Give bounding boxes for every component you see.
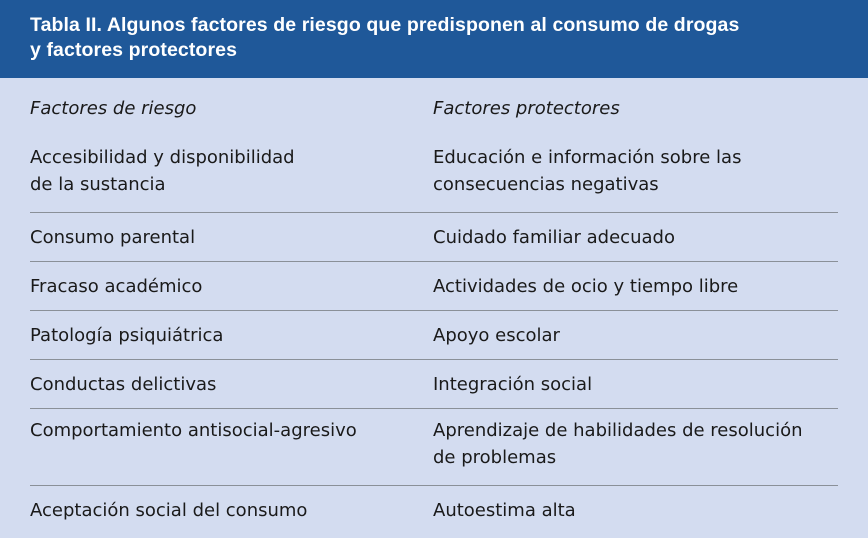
- protective-factor-cell: Cuidado familiar adecuado: [433, 227, 675, 248]
- table-row: [30, 360, 838, 409]
- table-title-line-2: y factores protectores: [30, 39, 238, 61]
- table-row: [30, 409, 838, 486]
- risk-factor-cell: Comportamiento antisocial-agresivo: [30, 420, 357, 441]
- protective-factor-cell: Integración social: [433, 374, 593, 395]
- risk-factor-cell: Fracaso académico: [30, 276, 203, 297]
- risk-factor-cell: Accesibilidad y disponibilidad de la sustancia: [30, 147, 295, 195]
- table-header-row: [30, 78, 838, 136]
- risk-factor-cell: Conductas delictivas: [30, 374, 217, 395]
- protective-factor-cell: Educación e información sobre las consecuencias negativas: [433, 147, 742, 195]
- protective-factor-cell: Autoestima alta: [433, 500, 576, 521]
- header-protective-factors: Factores protectores: [433, 97, 620, 119]
- table-row: [30, 136, 838, 213]
- risk-factor-cell: Aceptación social del consumo: [30, 500, 308, 521]
- table-title: [0, 0, 868, 78]
- risk-factor-cell: Consumo parental: [30, 227, 196, 248]
- header-risk-factors: Factores de riesgo: [30, 97, 197, 119]
- protective-factor-cell: Apoyo escolar: [433, 325, 560, 346]
- table-row: [30, 262, 838, 311]
- table-title-line-1: Tabla II. Algunos factores de riesgo que predisponen al consumo de drogas: [30, 14, 740, 36]
- risk-factor-cell: Patología psiquiátrica: [30, 325, 224, 346]
- table-row: [30, 311, 838, 360]
- protective-factor-cell: Aprendizaje de habilidades de resolución de problemas: [433, 420, 803, 468]
- protective-factor-cell: Actividades de ocio y tiempo libre: [433, 276, 739, 297]
- table-body: [0, 78, 868, 538]
- table-row: [30, 486, 838, 538]
- table-row: [30, 213, 838, 262]
